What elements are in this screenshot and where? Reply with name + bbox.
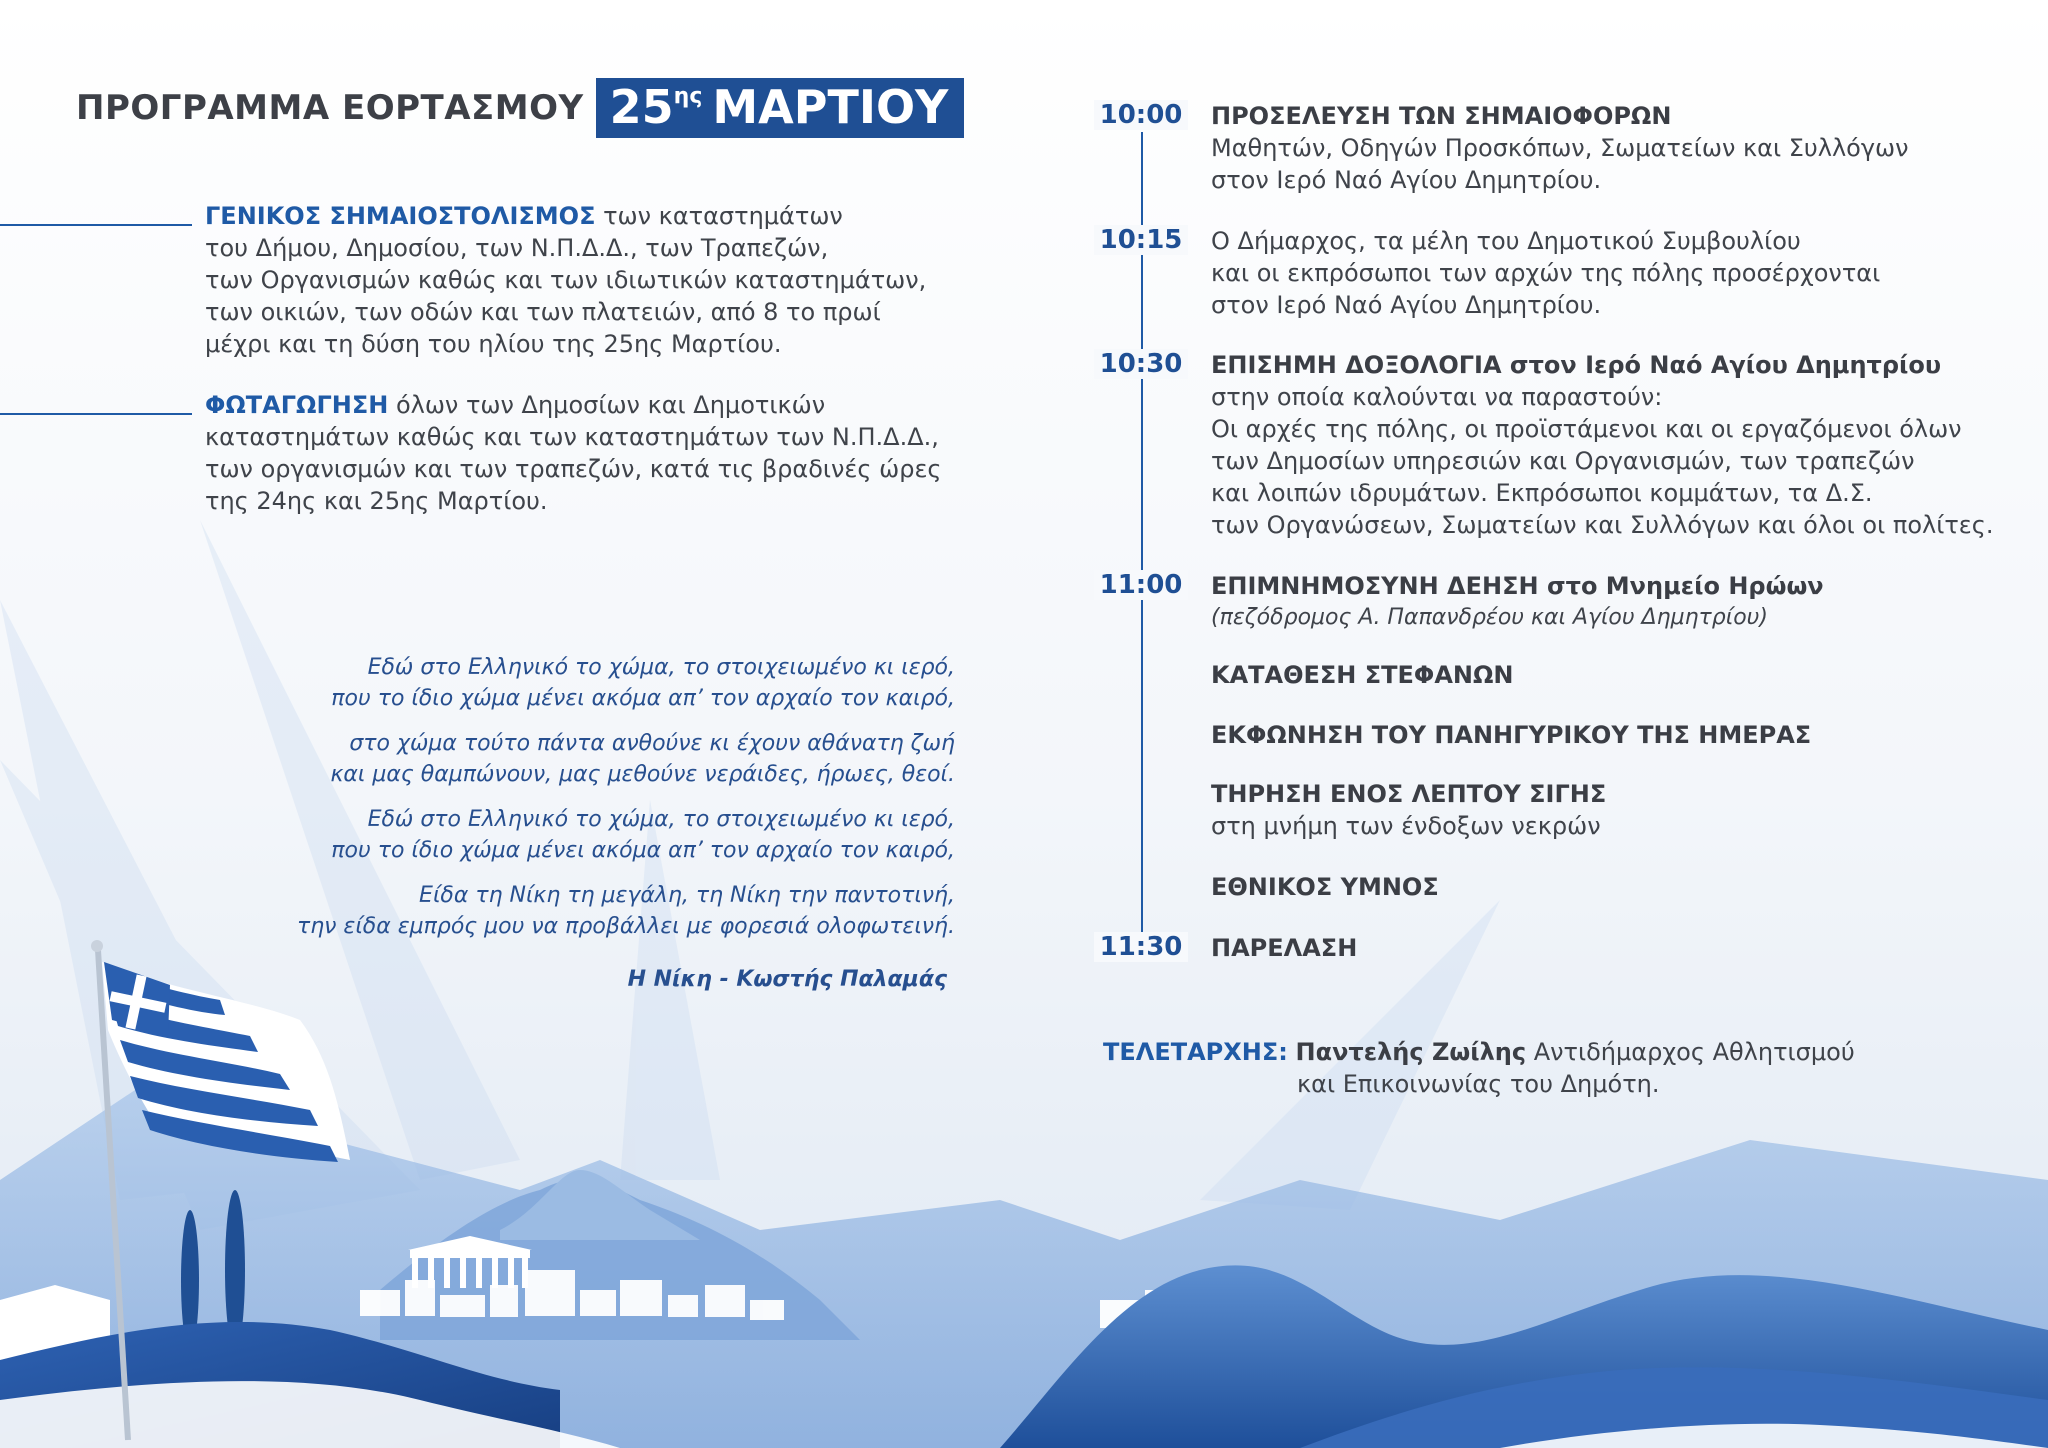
schedule-line: στον Ιερό Ναό Αγίου Δημητρίου. xyxy=(1211,166,1602,194)
para-line: των οργανισμών και των τραπεζών, κατά τις βραδινές ώρες xyxy=(205,455,942,483)
paragraph-1-leader-line xyxy=(0,224,192,226)
schedule-item xyxy=(1211,778,2031,842)
schedule-heading: ΕΘΝΙΚΟΣ ΥΜΝΟΣ xyxy=(1211,873,1439,901)
poem xyxy=(235,652,955,995)
schedule-heading: ΠΑΡΕΛΑΣΗ xyxy=(1211,934,1358,962)
poem-line: που το ίδιο χώμα μένει ακόμα απ’ τον αρχαίο τον καιρό, xyxy=(331,838,955,863)
schedule-item xyxy=(1211,659,2031,691)
para-line: των καταστημάτων xyxy=(595,202,843,230)
schedule-line: στη μνήμη των ένδοξων νεκρών xyxy=(1211,812,1601,840)
schedule-heading: ΕΠΙΜΝΗΜΟΣΥΝΗ ΔΕΗΣΗ στο Μνημείο Ηρώων xyxy=(1211,572,1824,600)
poem-line: Εδώ στο Ελληνικό το χώμα, το στοιχειωμένο κι ιερό, xyxy=(367,807,955,832)
schedule-line: στην οποία καλούνται να παραστούν: xyxy=(1211,383,1663,411)
para-line: των Οργανισμών καθώς και των ιδιωτικών καταστημάτων, xyxy=(205,266,927,294)
time-label xyxy=(1082,570,1200,600)
poem-line: στο χώμα τούτο πάντα ανθούνε κι έχουν αθάνατη ζωή xyxy=(349,731,955,756)
schedule-heading: ΚΑΤΑΘΕΣΗ ΣΤΕΦΑΝΩΝ xyxy=(1211,661,1514,689)
ceremony-name: Παντελής Ζωίλης xyxy=(1295,1038,1527,1066)
schedule-line: Μαθητών, Οδηγών Προσκόπων, Σωματείων και Συλλόγων xyxy=(1211,134,1909,162)
schedule-item xyxy=(1211,871,2031,903)
title-month: ΜΑΡΤΙΟΥ xyxy=(712,80,949,134)
para-line: καταστημάτων καθώς και των καταστημάτων των Ν.Π.Δ.Δ., xyxy=(205,423,939,451)
time-label xyxy=(1082,932,1200,962)
schedule-line: Οι αρχές της πόλης, οι προϊστάμενοι και οι εργαζόμενοι όλων xyxy=(1211,415,1962,443)
poem-author: Η Νίκη - Κωστής Παλαμάς xyxy=(627,967,947,992)
poem-stanza xyxy=(235,728,955,790)
schedule-item xyxy=(1211,719,2031,751)
poem-line: που το ίδιο χώμα μένει ακόμα απ’ τον αρχαίο τον καιρό, xyxy=(331,686,955,711)
schedule-line: των Δημοσίων υπηρεσιών και Οργανισμών, των τραπεζών xyxy=(1211,447,1915,475)
time-text: 10:30 xyxy=(1094,349,1189,379)
para-line: μέχρι και τη δύση του ηλίου της 25ης Μαρτίου. xyxy=(205,330,782,358)
schedule-item xyxy=(1211,225,2031,321)
schedule-item xyxy=(1211,349,2031,541)
schedule-line: στον Ιερό Ναό Αγίου Δημητρίου. xyxy=(1211,291,1602,319)
schedule-heading: ΠΡΟΣΕΛΕΥΣΗ ΤΩΝ ΣΗΜΑΙΟΦΟΡΩΝ xyxy=(1211,102,1672,130)
paragraph-lighting xyxy=(205,389,945,517)
schedule-item xyxy=(1211,100,2031,196)
master-of-ceremonies xyxy=(1103,1036,1855,1100)
para-line: όλων των Δημοσίων και Δημοτικών xyxy=(388,391,826,419)
poem-line: Εδώ στο Ελληνικό το χώμα, το στοιχειωμένο κι ιερό, xyxy=(367,655,955,680)
schedule-line: και οι εκπρόσωποι των αρχών της πόλης προσέρχονται xyxy=(1211,259,1881,287)
time-text: 11:30 xyxy=(1094,932,1189,962)
poem-stanza xyxy=(235,652,955,714)
poem-line: την είδα εμπρός μου να προβάλλει με φορεσιά ολοφωτεινή. xyxy=(296,914,955,939)
page-title xyxy=(76,78,964,138)
schedule-line: των Οργανώσεων, Σωματείων και Συλλόγων και όλοι οι πολίτες. xyxy=(1211,511,1994,539)
time-label xyxy=(1082,349,1200,379)
ceremony-title: Αντιδήμαρχος Αθλητισμού xyxy=(1526,1038,1855,1066)
time-text: 11:00 xyxy=(1094,570,1189,600)
time-label xyxy=(1082,100,1200,130)
ceremony-role: ΤΕΛΕΤΑΡΧΗΣ: xyxy=(1103,1038,1288,1066)
time-label xyxy=(1082,225,1200,255)
schedule-heading: ΕΚΦΩΝΗΣΗ ΤΟΥ ΠΑΝΗΓΥΡΙΚΟΥ ΤΗΣ ΗΜΕΡΑΣ xyxy=(1211,721,1812,749)
paragraph-flag-decoration xyxy=(205,200,945,360)
para-line: των οικιών, των οδών και των πλατειών, από 8 το πρωί xyxy=(205,298,881,326)
title-date-badge xyxy=(596,78,965,138)
time-text: 10:15 xyxy=(1094,225,1189,255)
schedule-heading: ΤΗΡΗΣΗ ΕΝΟΣ ΛΕΠΤΟΥ ΣΙΓΗΣ xyxy=(1211,780,1607,808)
paragraph-2-leader-line xyxy=(0,413,192,415)
schedule-heading: ΕΠΙΣΗΜΗ ΔΟΞΟΛΟΓΙΑ στον Ιερό Ναό Αγίου Δημητρίου xyxy=(1211,351,1942,379)
title-day: 25 xyxy=(609,80,674,134)
time-text: 10:00 xyxy=(1094,100,1189,130)
title-day-suffix: ης xyxy=(673,84,703,109)
ceremony-title-line-2: και Επικοινωνίας του Δημότη. xyxy=(1297,1070,1660,1098)
poem-stanza xyxy=(235,804,955,866)
schedule-item xyxy=(1211,570,2031,634)
poem-line: Είδα τη Νίκη τη μεγάλη, τη Νίκη την παντοτινή, xyxy=(419,883,955,908)
schedule-line: και λοιπών ιδρυμάτων. Εκπρόσωποι κομμάτων, τα Δ.Σ. xyxy=(1211,479,1873,507)
lighting-keyword: ΦΩΤΑΓΩΓΗΣΗ xyxy=(205,391,389,419)
schedule-item xyxy=(1211,932,2031,964)
schedule-subline: (πεζόδρομος Α. Παπανδρέου και Αγίου Δημητρίου) xyxy=(1211,605,1768,630)
title-main: ΠΡΟΓΡΑΜΜΑ ΕΟΡΤΑΣΜΟΥ xyxy=(76,88,584,128)
poem-line: και μας θαμπώνουν, μας μεθούνε νεράιδες, ήρωες, θεοί. xyxy=(330,762,955,787)
para-line: της 24ης και 25ης Μαρτίου. xyxy=(205,487,548,515)
schedule-line: Ο Δήμαρχος, τα μέλη του Δημοτικού Συμβουλίου xyxy=(1211,227,1801,255)
flag-decoration-keyword: ΓΕΝΙΚΟΣ ΣΗΜΑΙΟΣΤΟΛΙΣΜΟΣ xyxy=(205,202,596,230)
para-line: του Δήμου, Δημοσίου, των Ν.Π.Δ.Δ., των Τραπεζών, xyxy=(205,234,829,262)
poem-stanza xyxy=(235,880,955,942)
